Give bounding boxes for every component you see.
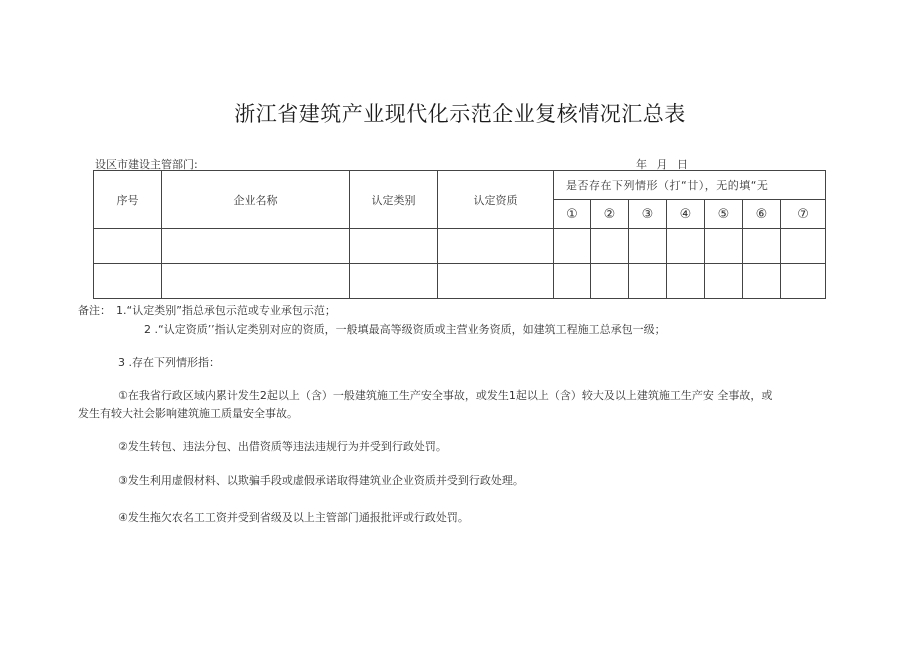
table-cell [554, 229, 591, 264]
condition-2: ②发生转包、违法分包、出借资质等违法违规行为并受到行政处罚。 [118, 440, 447, 453]
table-cell [554, 264, 591, 299]
table-cell [781, 229, 826, 264]
table-cell [438, 229, 554, 264]
table-cell [162, 264, 350, 299]
table-cell [667, 264, 705, 299]
page-title: 浙江省建筑产业现代化示范企业复核情况汇总表 [234, 102, 686, 126]
condition-1-line-2: 发生有较大社会影响建筑施工质量安全事故。 [78, 407, 298, 420]
table-row [94, 264, 826, 299]
date-label: 年 月 日 [636, 158, 691, 171]
department-label: 设区市建设主管部门: [95, 158, 198, 171]
note-3: 3 .存在下列情形指： [118, 356, 220, 369]
table-cell [94, 229, 162, 264]
table-cell [667, 229, 705, 264]
summary-table [93, 170, 826, 299]
header-category: 认定类别 [350, 171, 438, 229]
table-cell [705, 264, 743, 299]
subheader-1: ① [554, 200, 591, 229]
table-cell [781, 264, 826, 299]
note-1: 1.“认定类别”指总承包示范或专业承包示范； [116, 304, 336, 317]
subheader-3: ③ [629, 200, 667, 229]
subheader-2: ② [591, 200, 629, 229]
table-cell [591, 264, 629, 299]
subheader-5: ⑤ [705, 200, 743, 229]
table-cell [438, 264, 554, 299]
table-cell [350, 264, 438, 299]
table-cell [705, 229, 743, 264]
header-situation: 是否存在下列情形（打“廿），无的填“无 [554, 171, 826, 200]
subheader-6: ⑥ [743, 200, 781, 229]
table-cell [591, 229, 629, 264]
table-row [94, 229, 826, 264]
table-cell [629, 229, 667, 264]
condition-3: ③发生利用虚假材料、以欺骗手段或虚假承诺取得建筑业企业资质并受到行政处理。 [118, 474, 524, 487]
note-2: 2 .“认定资质’’指认定类别对应的资质，一般填最高等级资质或主营业务资质，如建筑工程施工总承包一级； [144, 323, 666, 336]
condition-4: ④发生拖欠农名工工资并受到省级及以上主管部门通报批评或行政处罚。 [118, 511, 469, 524]
table-cell [162, 229, 350, 264]
table-cell [94, 264, 162, 299]
subheader-4: ④ [667, 200, 705, 229]
header-seq: 序号 [94, 171, 162, 229]
table-cell [629, 264, 667, 299]
table-cell [350, 229, 438, 264]
header-company-name: 企业名称 [162, 171, 350, 229]
header-qualification: 认定资质 [438, 171, 554, 229]
notes-label: 备注： [78, 304, 111, 317]
condition-1-line-1: ①在我省行政区域内累计发生2起以上（含）一般建筑施工生产安全事故，或发生1起以上（含）较大及以上建筑施工生产安 全事故，或 [118, 389, 773, 402]
table-cell [743, 264, 781, 299]
table-cell [743, 229, 781, 264]
subheader-7: ⑦ [781, 200, 826, 229]
